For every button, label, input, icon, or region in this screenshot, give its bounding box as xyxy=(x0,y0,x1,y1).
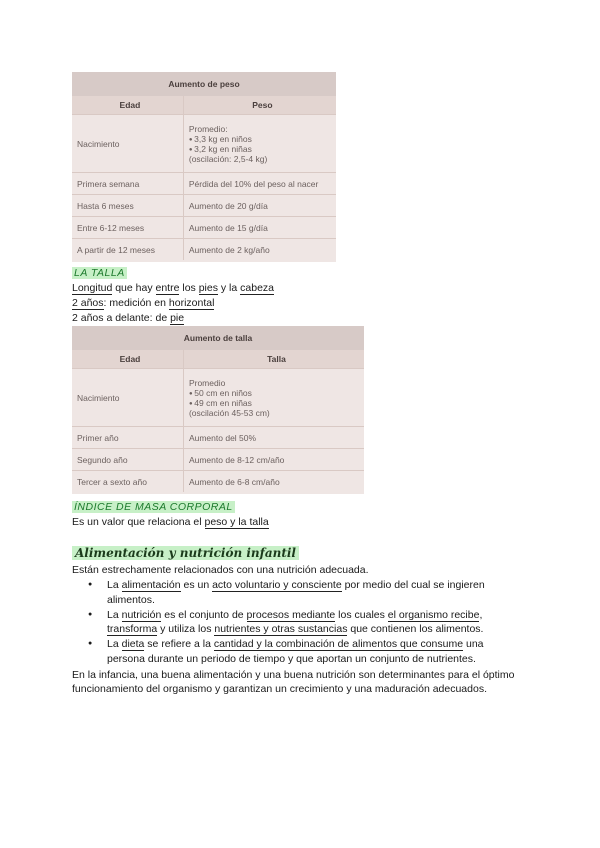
row-value: Aumento del 50% xyxy=(183,427,364,448)
col-header-peso: Peso xyxy=(183,96,336,114)
list-item: ● 3,3 kg en niños xyxy=(189,134,336,144)
row-value xyxy=(183,369,364,426)
list-item: ● 49 cm en niñas xyxy=(189,398,364,408)
underlined-term: acto voluntario y consciente xyxy=(212,579,342,591)
underlined-term: cabeza xyxy=(240,282,275,294)
text-run: , xyxy=(479,608,483,621)
row-value: Pérdida del 10% del peso al nacer xyxy=(183,173,336,194)
table-row xyxy=(72,448,364,470)
row-value: Aumento de 2 kg/año xyxy=(183,239,336,260)
list-item: ● 50 cm en niños xyxy=(189,388,364,398)
text-run: los cuales xyxy=(335,608,388,621)
table-caption: Aumento de peso xyxy=(72,72,336,96)
table-row xyxy=(72,470,364,492)
section-heading: Alimentación y nutrición infantil xyxy=(72,546,299,560)
text-run: los xyxy=(179,282,199,294)
row-note: (oscilación: 2,5-4 kg) xyxy=(188,153,268,164)
text-run: una persona durante un periodo de tiempo y que aportan un conjunto de nutrientes. xyxy=(107,638,484,665)
row-value: Aumento de 6-8 cm/año xyxy=(183,471,364,492)
list-item xyxy=(88,578,508,607)
underlined-term: pies xyxy=(198,282,218,294)
imc-heading-line xyxy=(72,500,235,514)
text-run: es un xyxy=(180,579,213,591)
col-header-talla: Talla xyxy=(183,350,364,368)
text-run: se refiere a la xyxy=(144,638,214,650)
row-label: A partir de 12 meses xyxy=(77,244,155,255)
underlined-term: 2 años xyxy=(72,297,104,309)
talla-heading-line xyxy=(72,266,127,280)
underlined-term: el organismo recibe xyxy=(387,608,480,621)
table-row xyxy=(72,238,336,260)
text-run: por medio del cual se ingieren alimentos. xyxy=(107,579,485,606)
row-intro: Promedio xyxy=(188,377,226,388)
row-label: Entre 6-12 meses xyxy=(77,222,145,233)
table-row xyxy=(72,172,336,194)
row-bullets xyxy=(189,134,336,154)
closing-paragraph: En la infancia, una buena alimentación y una buena nutrición son determinantes para el óptimo funcionamiento del organismo y garantizan un crecimiento y una maduración adecuados. xyxy=(72,669,515,695)
list-item xyxy=(88,637,508,666)
underlined-term: entre xyxy=(155,282,180,294)
row-intro: Promedio: xyxy=(188,123,228,134)
table-row xyxy=(72,216,336,238)
row-value: Aumento de 8-12 cm/año xyxy=(183,449,364,470)
row-label: Nacimiento xyxy=(77,138,120,149)
underlined-term: nutrición xyxy=(121,608,162,621)
imc-heading: ÍNDICE DE MASA CORPORAL xyxy=(74,501,233,513)
talla-line-1 xyxy=(72,281,274,295)
row-note: (oscilación 45-53 cm) xyxy=(188,407,270,418)
table-row xyxy=(72,368,364,426)
text-run: La xyxy=(107,608,122,621)
table-row xyxy=(72,426,364,448)
text-run: y utiliza los xyxy=(157,623,215,635)
talla-line-3 xyxy=(72,311,184,325)
row-value: Aumento de 20 g/día xyxy=(183,195,336,216)
talla-line-2 xyxy=(72,296,214,310)
text-run: La xyxy=(107,579,122,591)
underlined-term: alimentación xyxy=(121,579,181,591)
intro-paragraph: Están estrechamente relacionados con una nutrición adecuada. xyxy=(72,564,369,576)
talla-heading: LA TALLA xyxy=(74,267,125,279)
height-gain-table-photo xyxy=(72,326,364,494)
underlined-term: dieta xyxy=(121,638,145,650)
underlined-term: cantidad y la combinación de alimentos que consume xyxy=(213,638,464,650)
row-label: Tercer a sexto año xyxy=(77,476,147,487)
text-run: : medición en xyxy=(103,297,169,309)
table-row xyxy=(72,194,336,216)
definitions-list xyxy=(88,578,508,667)
underlined-term: procesos mediante xyxy=(246,608,336,621)
weight-gain-table-photo xyxy=(72,72,336,262)
table-caption: Aumento de talla xyxy=(72,326,364,350)
underlined-term: nutrientes y otras sustancias xyxy=(214,623,348,635)
table-header xyxy=(72,96,336,114)
table-row xyxy=(72,114,336,172)
row-label: Nacimiento xyxy=(77,392,120,403)
list-item: ● 3,2 kg en niñas xyxy=(189,144,336,154)
row-label: Primera semana xyxy=(77,178,140,189)
underlined-term: Longitud xyxy=(72,282,113,294)
row-value xyxy=(183,115,336,172)
underlined-term: peso y la talla xyxy=(204,516,269,528)
text-run: 2 años a delante: de xyxy=(72,312,171,324)
text-run: que hay xyxy=(112,282,156,294)
table-header xyxy=(72,350,364,368)
row-label: Primer año xyxy=(77,432,119,443)
row-label: Hasta 6 meses xyxy=(77,200,134,211)
col-header-edad: Edad xyxy=(119,354,141,364)
row-label: Segundo año xyxy=(77,454,128,465)
underlined-term: pie xyxy=(170,312,185,324)
row-bullets xyxy=(189,388,364,408)
row-value: Aumento de 15 g/día xyxy=(183,217,336,238)
text-run: y la xyxy=(217,282,241,294)
underlined-term: horizontal xyxy=(168,297,215,309)
text-run: es el conjunto de xyxy=(161,608,247,621)
text-run: que contienen los alimentos. xyxy=(347,623,484,635)
col-header-edad: Edad xyxy=(119,100,141,110)
text-run: Es un valor que relaciona el xyxy=(72,516,205,528)
list-item xyxy=(88,608,508,637)
imc-line xyxy=(72,515,269,529)
text-run: La xyxy=(107,638,122,650)
underlined-term: transforma xyxy=(107,623,158,635)
